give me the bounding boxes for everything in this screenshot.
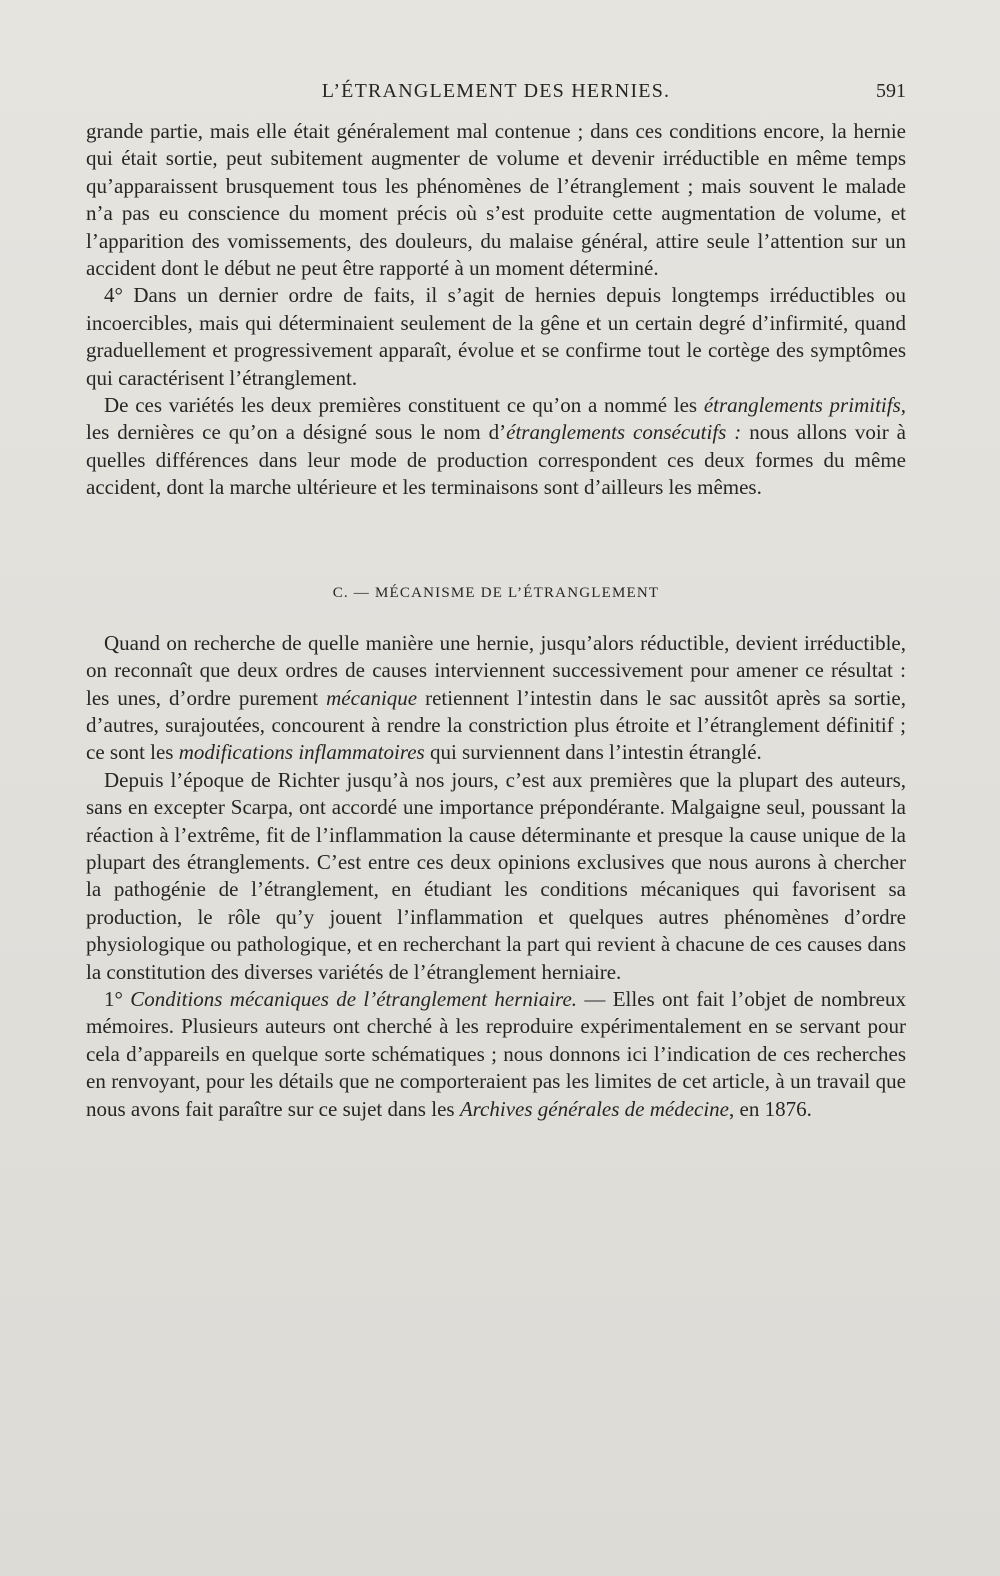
section-heading: C. — MÉCANISME DE L’ÉTRANGLEMENT: [332, 584, 660, 601]
paragraph-4-text-e: qui surviennent dans l’intestin étranglé.: [424, 740, 762, 765]
paragraph-3: [86, 392, 906, 502]
paragraph-5: Depuis l’époque de Richter jusqu’à nos jours, c’est aux premières que la plupart des auteurs, sans en excepter Scarpa, ont accordé une importance prépondérante. Malgaigne seul, poussant la réaction à l’extrême, fit de l’inflammation la cause déterminante et presque la cause unique de la plupart des étranglements. C’est entre ces deux opinions exclusives que nous aurons à chercher la pathogénie de l’étranglement, en étudiant les conditions mécaniques qui favorisent sa production, le rôle qu’y jouent l’inflammation et quelques autres phénomènes d’ordre physiologique ou pathologique, et en recherchant la part qui revient à chacune de ces causes dans la constitution des diverses variétés de l’étranglement herniaire.: [86, 767, 906, 984]
journal-title: Archives générales de médecine: [459, 1096, 729, 1121]
paragraph-6-text-c: — Elles ont fait l’objet de nombreux mémoires. Plusieurs auteurs ont cherché à les reproduire expérimentalement en se servant pour cela d’appareils en quelque sorte schématiques ; nous donnons ici l’indication de ces recherches en renvoyant, pour les détails que ne comporteraient pas les limites de cet article, à un travail que nous avons fait paraître sur ce sujet dans les: [86, 986, 906, 1121]
paragraph-3-text-e: nous allons voir à quelles différences dans leur mode de production correspondent ces deux formes du même accident, dont la marche ultérieure et les terminaisons sont d’ailleurs les mêmes.: [86, 420, 907, 500]
term-consecutive-strangulation: étranglements consécutifs :: [506, 420, 742, 445]
paragraph-6-text-e: , en 1876.: [729, 1096, 812, 1121]
running-title: L’ÉTRANGLEMENT DES HERNIES.: [321, 80, 671, 102]
subsection-title: Conditions mécaniques de l’étranglement herniaire.: [130, 986, 578, 1011]
paragraph-6: [86, 986, 906, 1123]
paragraph-4: [86, 630, 906, 767]
paragraph-1: grande partie, mais elle était généralement mal contenue ; dans ces conditions encore, la hernie qui était sortie, peut subitement augmenter de volume et devenir irréductible en même temps qu’apparaissent brusquement tous les phénomènes de l’étranglement ; mais souvent le malade n’a pas eu conscience du moment précis où s’est produite cette augmentation de volume, et l’apparition des vomissements, des douleurs, du malaise général, attire seule l’attention sur un accident dont le début ne peut être rapporté à un moment déterminé.: [86, 119, 906, 281]
paragraph-3-text-a: De ces variétés les deux premières constituent ce qu’on a nommé les: [104, 393, 704, 418]
paragraph-4-text-a: Quand on recherche de quelle manière une hernie, jusqu’alors réductible, devient irréductible, on reconnaît que deux ordres de causes interviennent successivement pour amener ce résultat : les unes, d’ordre purement: [86, 630, 906, 710]
term-mecanique: mécanique: [326, 685, 418, 710]
body-text: [86, 118, 906, 1123]
paragraph-2: 4° Dans un dernier ordre de faits, il s’agit de hernies depuis longtemps irréductibles ou incoercibles, mais qui déterminaient seulement de la gêne et un certain degré d’infirmité, quand graduellement et progressivement apparaît, évolue et se confirme tout le cortège des symptômes qui caractérisent l’étranglement.: [86, 283, 906, 390]
page-number: 591: [876, 80, 906, 102]
term-primitive-strangulation: étranglements primitifs: [703, 393, 901, 418]
paragraph-6-text-a: 1°: [104, 986, 131, 1011]
page-header: [86, 80, 906, 110]
term-modifications-inflammatoires: modifications inflammatoires: [178, 740, 425, 765]
paragraph-3-text-c: , les dernières ce qu’on a désigné sous le nom d’: [86, 393, 906, 445]
paragraph-4-text-c: retiennent l’intestin dans le sac aussitôt après sa sortie, d’autres, surajoutées, concourent à rendre la constriction plus étroite et l’étranglement définitif ; ce sont les: [86, 685, 906, 765]
